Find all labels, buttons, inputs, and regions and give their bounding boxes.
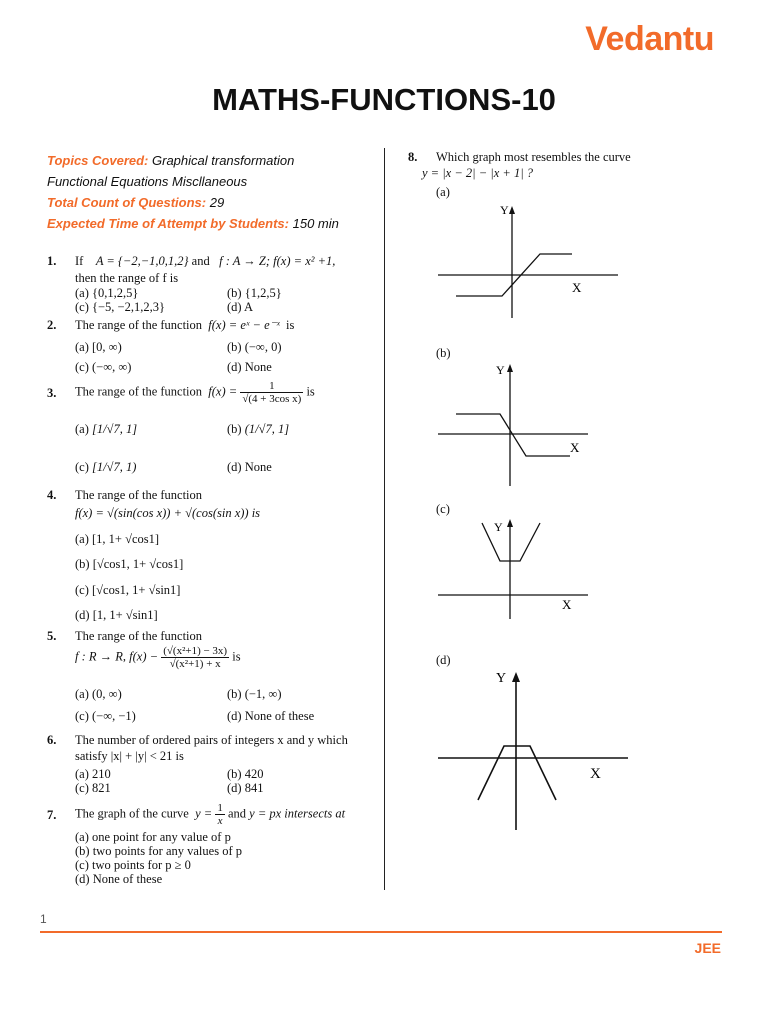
q7-and: and: [227, 806, 247, 821]
graph-a-label: (a): [436, 185, 450, 199]
q3-lhs: f(x) =: [208, 384, 238, 399]
graph-c: [438, 515, 618, 620]
fraction-denominator: √(x²+1) + x: [169, 658, 221, 670]
q5-text: The range of the function: [75, 629, 203, 643]
q6-line1: The number of ordered pairs of integers x and y which: [75, 733, 348, 747]
q3-fraction: [240, 380, 303, 405]
question-number: 3.: [47, 386, 57, 400]
question-number: 8.: [408, 150, 418, 164]
q7-text: The graph of the curve: [75, 806, 189, 821]
x-axis-label: X: [562, 597, 572, 612]
option-c: (c) two points for p ≥ 0: [75, 858, 191, 872]
option-a-label: (a): [75, 422, 89, 436]
question-number: 7.: [47, 808, 57, 822]
y-axis-label: Y: [496, 671, 507, 686]
time-key: Expected Time of Attempt by Students:: [47, 216, 289, 231]
y-axis-label: Y: [494, 520, 503, 534]
page-title: MATHS-FUNCTIONS-10: [212, 82, 556, 117]
option-a: (a) one point for any value of p: [75, 830, 231, 844]
q4-expr: f(x) = √(sin(cos x)) + √(cos(sin x)) is: [75, 506, 261, 520]
time-value: 150 min: [292, 216, 339, 231]
option-c: (c) (−∞, ∞): [75, 360, 132, 374]
q4-text: The range of the function: [75, 488, 203, 502]
q1-map: f : A → Z; f(x) = x² +1,: [219, 254, 336, 268]
graph-b-label: (b): [436, 346, 451, 360]
option-a: [1/√7, 1]: [92, 422, 138, 436]
x-axis-label: X: [570, 440, 580, 455]
option-a: (a) (0, ∞): [75, 687, 122, 701]
q8-line1: Which graph most resembles the curve: [436, 150, 631, 164]
x-axis-label: X: [590, 766, 601, 782]
graph-c-label: (c): [436, 502, 450, 516]
option-b: (b) (−1, ∞): [227, 687, 282, 701]
right-column: [408, 150, 728, 870]
option-b: (b) {1,2,5}: [227, 286, 282, 300]
graph-a: [438, 200, 618, 320]
option-b: (b) (−∞, 0): [227, 340, 282, 354]
y-axis-label: Y: [496, 363, 505, 377]
option-b: (1/√7, 1]: [244, 422, 290, 436]
topics-key: Topics Covered:: [47, 153, 149, 168]
graph-b: [438, 360, 618, 490]
count-value: 29: [209, 195, 225, 210]
count-key: Total Count of Questions:: [47, 195, 207, 210]
x-axis-label: X: [572, 280, 582, 295]
q7-e1-lhs: y =: [195, 806, 213, 821]
q5-fraction: [161, 645, 229, 670]
q3-text: The range of the function: [75, 384, 203, 399]
meta-block: [47, 150, 377, 234]
option-c: (c) {−5, −2,1,2,3}: [75, 300, 165, 314]
option-c-label: (c): [75, 460, 89, 474]
q6-line2: satisfy |x| + |y| < 21 is: [75, 749, 184, 763]
q5-lhs: f : R → R, f(x) −: [75, 649, 159, 664]
option-c: [1/√7, 1): [92, 460, 137, 474]
option-b: (b) 420: [227, 767, 264, 781]
option-c: (c) (−∞, −1): [75, 709, 136, 723]
option-a: (a) {0,1,2,5}: [75, 286, 139, 300]
option-d: (d) None: [227, 460, 272, 474]
option-d: (d) A: [227, 300, 254, 314]
fraction-denominator: √(4 + 3cos x): [242, 393, 302, 405]
footer-tag: JEE: [694, 940, 721, 956]
option-c: (c) 821: [75, 781, 111, 795]
option-a: (a) [0, ∞): [75, 340, 122, 354]
footer-divider: [40, 931, 722, 933]
graph-d: [438, 668, 628, 833]
question-number: 5.: [47, 629, 57, 643]
y-axis-label: Y: [500, 203, 509, 217]
option-d: (d) None of these: [75, 872, 163, 886]
fraction-denominator: x: [217, 815, 223, 827]
q1-set: A = {−2,−1,0,1,2}: [95, 254, 189, 268]
q1-if: If: [75, 254, 84, 268]
q7-e2: y = px intersects at: [249, 806, 346, 821]
question-number: 6.: [47, 733, 57, 747]
fraction-numerator: 1: [240, 380, 303, 393]
q7-fraction: [215, 802, 225, 827]
question-number: 2.: [47, 318, 57, 332]
option-b: (b) [√cos1, 1+ √cos1]: [75, 557, 184, 571]
q2-text: The range of the function: [75, 318, 203, 332]
q5-is: is: [232, 649, 241, 664]
vedantu-logo: Vedantu: [585, 20, 714, 58]
fraction-numerator: 1: [217, 802, 223, 814]
option-d: (d) 841: [227, 781, 264, 795]
q1-and: and: [191, 254, 210, 268]
page-number: 1: [40, 912, 47, 926]
fraction-numerator: (√(x²+1) − 3x): [163, 645, 228, 657]
option-c: (c) [√cos1, 1+ √sin1]: [75, 583, 181, 597]
option-a: (a) 210: [75, 767, 111, 781]
q1-line2: then the range of f is: [75, 271, 179, 285]
q2-expr: f(x) = eˣ − e⁻ˣ: [208, 318, 280, 332]
column-divider: [384, 148, 385, 890]
option-b: (b) two points for any values of p: [75, 844, 242, 858]
option-b-label: (b): [227, 422, 242, 436]
topics-value: Graphical transformation: [152, 153, 295, 168]
question-number: 4.: [47, 488, 57, 502]
q2-is: is: [286, 318, 295, 332]
graph-d-label: (d): [436, 653, 451, 667]
option-d: (d) None: [227, 360, 272, 374]
q8-line2: y = |x − 2| − |x + 1| ?: [422, 166, 534, 180]
q3-is: is: [306, 384, 315, 399]
option-d: (d) None of these: [227, 709, 315, 723]
option-d: (d) [1, 1+ √sin1]: [75, 608, 158, 622]
topics-value-2: Functional Equations Miscllaneous: [47, 174, 248, 189]
question-number: 1.: [47, 254, 57, 268]
option-a: (a) [1, 1+ √cos1]: [75, 532, 160, 546]
